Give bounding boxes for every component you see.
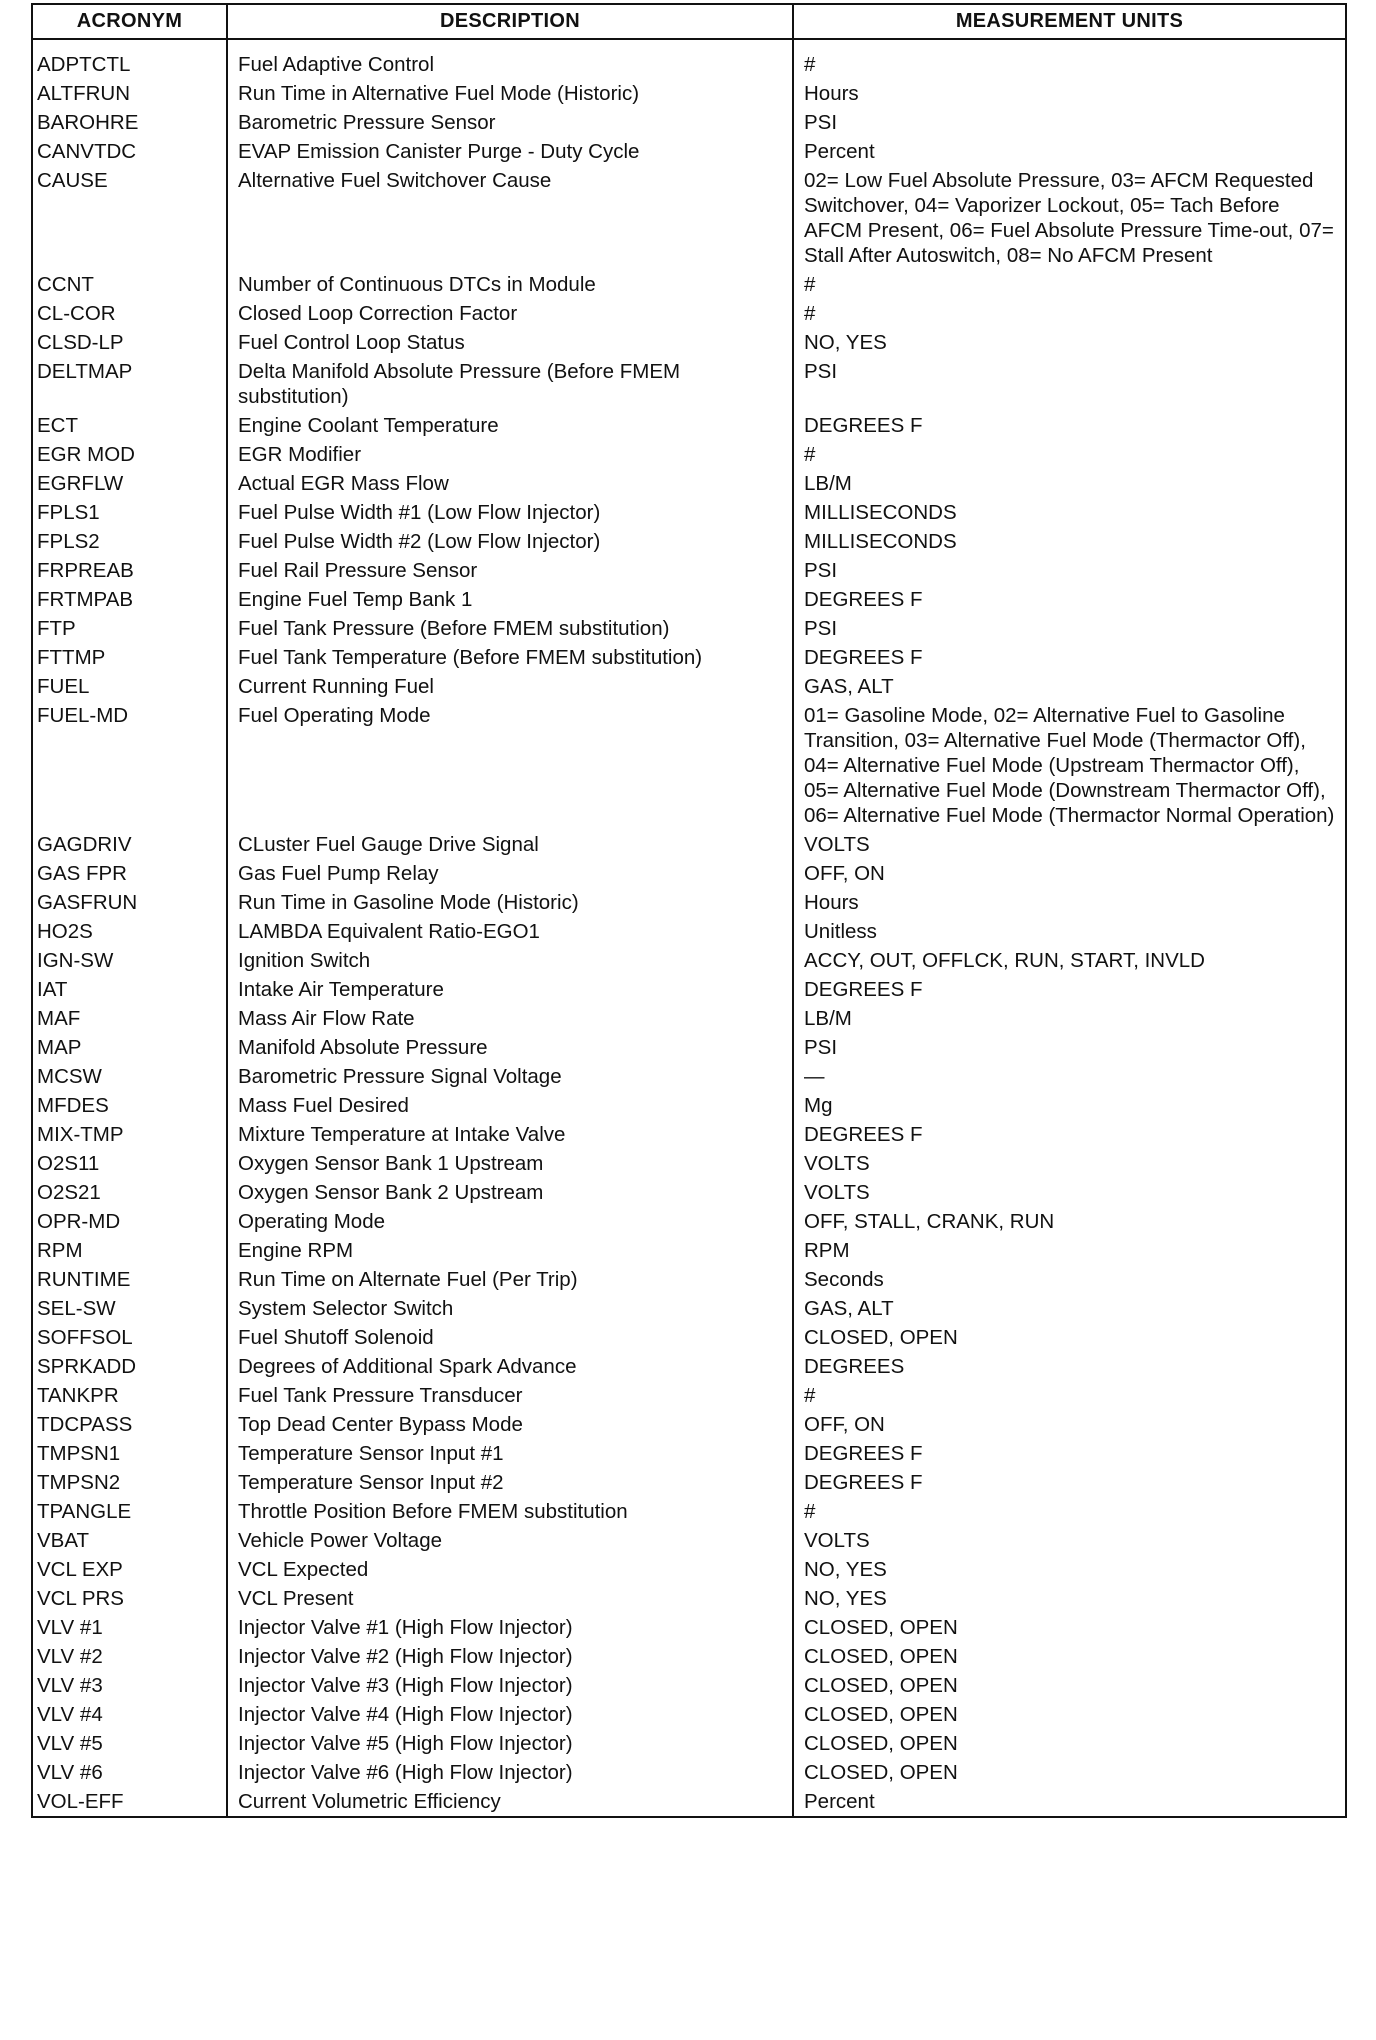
table-row (32, 1642, 1346, 1671)
units-cell: PSI (793, 357, 1346, 411)
table-row (32, 888, 1346, 917)
acronym-cell: ECT (32, 411, 227, 440)
acronym-cell: CAUSE (32, 166, 227, 270)
description-cell: Delta Manifold Absolute Pressure (Before FMEM substitution) (227, 357, 793, 411)
acronym-cell: IGN-SW (32, 946, 227, 975)
units-cell: DEGREES F (793, 1468, 1346, 1497)
acronym-cell: HO2S (32, 917, 227, 946)
acronym-cell: RUNTIME (32, 1265, 227, 1294)
description-cell: Fuel Shutoff Solenoid (227, 1323, 793, 1352)
table-row (32, 830, 1346, 859)
units-cell: MILLISECONDS (793, 498, 1346, 527)
description-cell: Mass Fuel Desired (227, 1091, 793, 1120)
units-cell: Hours (793, 79, 1346, 108)
description-cell: Manifold Absolute Pressure (227, 1033, 793, 1062)
acronym-cell: DELTMAP (32, 357, 227, 411)
table-row (32, 39, 1346, 79)
header-acronym: ACRONYM (32, 4, 227, 39)
acronym-cell: OPR-MD (32, 1207, 227, 1236)
table-row (32, 859, 1346, 888)
header-measurement-units: MEASUREMENT UNITS (793, 4, 1346, 39)
units-cell: # (793, 1381, 1346, 1410)
description-cell: Actual EGR Mass Flow (227, 469, 793, 498)
units-cell: ACCY, OUT, OFFLCK, RUN, START, INVLD (793, 946, 1346, 975)
description-cell: Alternative Fuel Switchover Cause (227, 166, 793, 270)
units-cell: RPM (793, 1236, 1346, 1265)
acronym-cell: FPLS2 (32, 527, 227, 556)
table-row (32, 1468, 1346, 1497)
acronym-cell: FTP (32, 614, 227, 643)
description-cell: Fuel Control Loop Status (227, 328, 793, 357)
table-row (32, 498, 1346, 527)
table-row (32, 1439, 1346, 1468)
table-row (32, 1033, 1346, 1062)
table-row (32, 1294, 1346, 1323)
units-cell: PSI (793, 614, 1346, 643)
table-row (32, 1700, 1346, 1729)
acronym-cell: VLV #6 (32, 1758, 227, 1787)
description-cell: Gas Fuel Pump Relay (227, 859, 793, 888)
acronym-cell: TMPSN1 (32, 1439, 227, 1468)
units-cell: OFF, STALL, CRANK, RUN (793, 1207, 1346, 1236)
units-cell: CLOSED, OPEN (793, 1671, 1346, 1700)
description-cell: Current Volumetric Efficiency (227, 1787, 793, 1817)
acronym-cell: VLV #1 (32, 1613, 227, 1642)
description-cell: VCL Present (227, 1584, 793, 1613)
table-row (32, 1120, 1346, 1149)
units-cell: Mg (793, 1091, 1346, 1120)
units-cell: NO, YES (793, 1584, 1346, 1613)
description-cell: Current Running Fuel (227, 672, 793, 701)
table-row (32, 411, 1346, 440)
acronym-cell: VOL-EFF (32, 1787, 227, 1817)
description-cell: Injector Valve #5 (High Flow Injector) (227, 1729, 793, 1758)
table-row (32, 1410, 1346, 1439)
description-cell: Engine Coolant Temperature (227, 411, 793, 440)
units-cell: Percent (793, 137, 1346, 166)
acronym-cell: MAF (32, 1004, 227, 1033)
table-row (32, 614, 1346, 643)
table-header (32, 4, 1346, 39)
table-row (32, 108, 1346, 137)
table-row (32, 1526, 1346, 1555)
table-row (32, 1787, 1346, 1817)
units-cell: CLOSED, OPEN (793, 1613, 1346, 1642)
description-cell: Engine RPM (227, 1236, 793, 1265)
units-cell: DEGREES F (793, 1439, 1346, 1468)
description-cell: System Selector Switch (227, 1294, 793, 1323)
table-row (32, 975, 1346, 1004)
acronym-cell: VCL EXP (32, 1555, 227, 1584)
description-cell: Oxygen Sensor Bank 2 Upstream (227, 1178, 793, 1207)
units-cell: DEGREES F (793, 411, 1346, 440)
table-row (32, 1555, 1346, 1584)
description-cell: Fuel Operating Mode (227, 701, 793, 830)
units-cell: # (793, 39, 1346, 79)
acronym-cell: CL-COR (32, 299, 227, 328)
table-row (32, 1004, 1346, 1033)
units-cell: CLOSED, OPEN (793, 1642, 1346, 1671)
units-cell: VOLTS (793, 1526, 1346, 1555)
units-cell: PSI (793, 1033, 1346, 1062)
description-cell: EGR Modifier (227, 440, 793, 469)
description-cell: Run Time on Alternate Fuel (Per Trip) (227, 1265, 793, 1294)
acronym-cell: GAGDRIV (32, 830, 227, 859)
acronym-cell: ADPTCTL (32, 39, 227, 79)
table-row (32, 1613, 1346, 1642)
table-row (32, 585, 1346, 614)
description-cell: Run Time in Alternative Fuel Mode (Historic) (227, 79, 793, 108)
units-cell: PSI (793, 556, 1346, 585)
acronym-cell: GASFRUN (32, 888, 227, 917)
description-cell: Degrees of Additional Spark Advance (227, 1352, 793, 1381)
description-cell: Top Dead Center Bypass Mode (227, 1410, 793, 1439)
table-row (32, 469, 1346, 498)
acronym-cell: FUEL (32, 672, 227, 701)
table-row (32, 643, 1346, 672)
table-row (32, 1671, 1346, 1700)
acronym-cell: RPM (32, 1236, 227, 1265)
table-row (32, 701, 1346, 830)
units-cell: CLOSED, OPEN (793, 1323, 1346, 1352)
acronym-cell: FRPREAB (32, 556, 227, 585)
acronym-cell: GAS FPR (32, 859, 227, 888)
units-cell: 02= Low Fuel Absolute Pressure, 03= AFCM Requested Switchover, 04= Vaporizer Lockout, 05= Tach Before AFCM Present, 06= Fuel Absolute Pressure Time-out, 07= Stall After Autoswitch, 08= No AFCM Present (793, 166, 1346, 270)
acronym-cell: MCSW (32, 1062, 227, 1091)
table-row (32, 1091, 1346, 1120)
table-row (32, 1352, 1346, 1381)
acronym-cell: VLV #2 (32, 1642, 227, 1671)
description-cell: Operating Mode (227, 1207, 793, 1236)
description-cell: Barometric Pressure Signal Voltage (227, 1062, 793, 1091)
acronym-cell: IAT (32, 975, 227, 1004)
description-cell: Temperature Sensor Input #2 (227, 1468, 793, 1497)
header-row (32, 4, 1346, 39)
table-row (32, 79, 1346, 108)
table-row (32, 1207, 1346, 1236)
acronym-cell: VLV #3 (32, 1671, 227, 1700)
units-cell: NO, YES (793, 328, 1346, 357)
acronym-cell: O2S11 (32, 1149, 227, 1178)
description-cell: Injector Valve #6 (High Flow Injector) (227, 1758, 793, 1787)
table-row (32, 1323, 1346, 1352)
table-row (32, 357, 1346, 411)
units-cell: LB/M (793, 1004, 1346, 1033)
units-cell: GAS, ALT (793, 1294, 1346, 1323)
acronym-cell: CANVTDC (32, 137, 227, 166)
description-cell: Injector Valve #1 (High Flow Injector) (227, 1613, 793, 1642)
table-row (32, 1497, 1346, 1526)
description-cell: VCL Expected (227, 1555, 793, 1584)
acronym-cell: TANKPR (32, 1381, 227, 1410)
acronym-cell: SEL-SW (32, 1294, 227, 1323)
description-cell: Ignition Switch (227, 946, 793, 975)
acronym-cell: SOFFSOL (32, 1323, 227, 1352)
table-row (32, 1149, 1346, 1178)
units-cell: Unitless (793, 917, 1346, 946)
description-cell: Number of Continuous DTCs in Module (227, 270, 793, 299)
acronym-cell: CLSD-LP (32, 328, 227, 357)
table-row (32, 1729, 1346, 1758)
description-cell: Fuel Rail Pressure Sensor (227, 556, 793, 585)
acronym-cell: VCL PRS (32, 1584, 227, 1613)
units-cell: # (793, 299, 1346, 328)
description-cell: Temperature Sensor Input #1 (227, 1439, 793, 1468)
description-cell: Barometric Pressure Sensor (227, 108, 793, 137)
units-cell: DEGREES F (793, 975, 1346, 1004)
header-description: DESCRIPTION (227, 4, 793, 39)
units-cell: CLOSED, OPEN (793, 1758, 1346, 1787)
acronym-cell: ALTFRUN (32, 79, 227, 108)
acronym-cell: MFDES (32, 1091, 227, 1120)
table-row (32, 672, 1346, 701)
acronym-cell: CCNT (32, 270, 227, 299)
acronym-cell: O2S21 (32, 1178, 227, 1207)
description-cell: LAMBDA Equivalent Ratio-EGO1 (227, 917, 793, 946)
description-cell: EVAP Emission Canister Purge - Duty Cycle (227, 137, 793, 166)
units-cell: Percent (793, 1787, 1346, 1817)
units-cell: OFF, ON (793, 859, 1346, 888)
description-cell: Vehicle Power Voltage (227, 1526, 793, 1555)
units-cell: CLOSED, OPEN (793, 1729, 1346, 1758)
units-cell: DEGREES F (793, 585, 1346, 614)
table-row (32, 328, 1346, 357)
acronym-cell: FTTMP (32, 643, 227, 672)
table-row (32, 527, 1346, 556)
description-cell: Intake Air Temperature (227, 975, 793, 1004)
table-row (32, 270, 1346, 299)
units-cell: OFF, ON (793, 1410, 1346, 1439)
units-cell: VOLTS (793, 830, 1346, 859)
acronym-cell: VBAT (32, 1526, 227, 1555)
acronym-cell: FRTMPAB (32, 585, 227, 614)
acronym-cell: MIX-TMP (32, 1120, 227, 1149)
acronym-cell: VLV #4 (32, 1700, 227, 1729)
description-cell: Injector Valve #3 (High Flow Injector) (227, 1671, 793, 1700)
description-cell: Injector Valve #2 (High Flow Injector) (227, 1642, 793, 1671)
table-row (32, 440, 1346, 469)
units-cell: NO, YES (793, 1555, 1346, 1584)
acronym-cell: TPANGLE (32, 1497, 227, 1526)
acronym-cell: EGR MOD (32, 440, 227, 469)
description-cell: Mixture Temperature at Intake Valve (227, 1120, 793, 1149)
table-body (32, 39, 1346, 1817)
description-cell: Fuel Tank Pressure (Before FMEM substitution) (227, 614, 793, 643)
table-row (32, 166, 1346, 270)
description-cell: Fuel Tank Temperature (Before FMEM substitution) (227, 643, 793, 672)
units-cell: — (793, 1062, 1346, 1091)
table-row (32, 137, 1346, 166)
table-row (32, 1062, 1346, 1091)
description-cell: Run Time in Gasoline Mode (Historic) (227, 888, 793, 917)
description-cell: Fuel Tank Pressure Transducer (227, 1381, 793, 1410)
units-cell: # (793, 440, 1346, 469)
acronym-cell: FPLS1 (32, 498, 227, 527)
acronym-cell: TDCPASS (32, 1410, 227, 1439)
description-cell: Closed Loop Correction Factor (227, 299, 793, 328)
units-cell: # (793, 1497, 1346, 1526)
units-cell: Seconds (793, 1265, 1346, 1294)
table-row (32, 1178, 1346, 1207)
table-row (32, 1584, 1346, 1613)
description-cell: Fuel Pulse Width #1 (Low Flow Injector) (227, 498, 793, 527)
acronym-cell: TMPSN2 (32, 1468, 227, 1497)
table-row (32, 299, 1346, 328)
units-cell: 01= Gasoline Mode, 02= Alternative Fuel to Gasoline Transition, 03= Alternative Fuel Mode (Thermactor Off), 04= Alternative Fuel Mode (Upstream Thermactor Off), 05= Alternative Fuel Mode (Downstream Thermactor Off), 06= Alternative Fuel Mode (Thermactor Normal Operation) (793, 701, 1346, 830)
table-row (32, 946, 1346, 975)
pid-reference-table (31, 3, 1347, 1818)
units-cell: LB/M (793, 469, 1346, 498)
description-cell: Oxygen Sensor Bank 1 Upstream (227, 1149, 793, 1178)
units-cell: VOLTS (793, 1149, 1346, 1178)
units-cell: MILLISECONDS (793, 527, 1346, 556)
table-row (32, 1381, 1346, 1410)
units-cell: GAS, ALT (793, 672, 1346, 701)
description-cell: Throttle Position Before FMEM substitution (227, 1497, 793, 1526)
description-cell: Fuel Adaptive Control (227, 39, 793, 79)
table-row (32, 1236, 1346, 1265)
table-row (32, 1758, 1346, 1787)
units-cell: DEGREES F (793, 1120, 1346, 1149)
table-row (32, 556, 1346, 585)
description-cell: Mass Air Flow Rate (227, 1004, 793, 1033)
acronym-cell: MAP (32, 1033, 227, 1062)
acronym-cell: EGRFLW (32, 469, 227, 498)
units-cell: CLOSED, OPEN (793, 1700, 1346, 1729)
acronym-cell: SPRKADD (32, 1352, 227, 1381)
units-cell: PSI (793, 108, 1346, 137)
acronym-cell: BAROHRE (32, 108, 227, 137)
units-cell: VOLTS (793, 1178, 1346, 1207)
units-cell: # (793, 270, 1346, 299)
pid-reference-table-container (31, 3, 1345, 1818)
units-cell: DEGREES (793, 1352, 1346, 1381)
acronym-cell: VLV #5 (32, 1729, 227, 1758)
units-cell: DEGREES F (793, 643, 1346, 672)
description-cell: Engine Fuel Temp Bank 1 (227, 585, 793, 614)
units-cell: Hours (793, 888, 1346, 917)
description-cell: Fuel Pulse Width #2 (Low Flow Injector) (227, 527, 793, 556)
table-row (32, 1265, 1346, 1294)
acronym-cell: FUEL-MD (32, 701, 227, 830)
description-cell: CLuster Fuel Gauge Drive Signal (227, 830, 793, 859)
description-cell: Injector Valve #4 (High Flow Injector) (227, 1700, 793, 1729)
table-row (32, 917, 1346, 946)
